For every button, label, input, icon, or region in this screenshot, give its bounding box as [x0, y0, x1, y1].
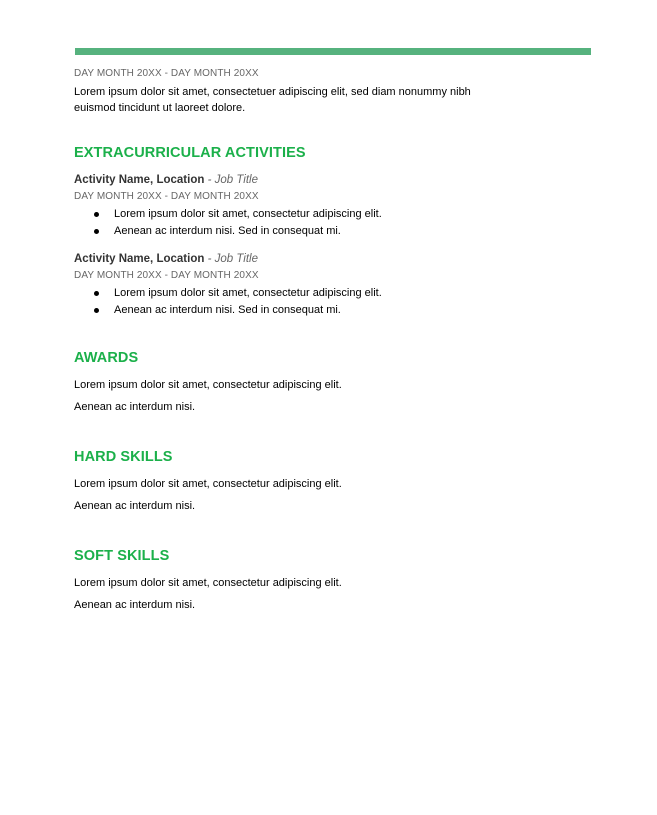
activity-bullet	[114, 223, 594, 240]
activity-bullet	[114, 302, 594, 319]
soft-skills-line: Lorem ipsum dolor sit amet, consectetur adipiscing elit.	[74, 577, 342, 589]
activity-entry	[74, 172, 594, 240]
intro-date-range: DAY MONTH 20XX - DAY MONTH 20XX	[74, 68, 259, 79]
activity-name: Activity Name, Location	[74, 174, 205, 186]
extracurricular-heading: EXTRACURRICULAR ACTIVITIES	[74, 145, 306, 161]
activity-separator: -	[204, 174, 215, 186]
activity-bullet-text: Aenean ac interdum nisi. Sed in consequat mi.	[114, 304, 341, 316]
bullet-dot-icon	[94, 291, 99, 296]
activity-bullet-text: Lorem ipsum dolor sit amet, consectetur adipiscing elit.	[114, 208, 382, 220]
bullet-dot-icon	[94, 212, 99, 217]
intro-entry	[74, 67, 594, 116]
activity-bullet-list	[74, 285, 594, 319]
hard-skills-heading: HARD SKILLS	[74, 449, 173, 465]
awards-heading: AWARDS	[74, 350, 139, 366]
activity-bullet-text: Aenean ac interdum nisi. Sed in consequat mi.	[114, 225, 341, 237]
activity-bullet-list	[74, 206, 594, 240]
activity-title	[74, 172, 594, 188]
soft-skills-body	[74, 572, 594, 616]
awards-body	[74, 374, 594, 418]
resume-content	[74, 67, 594, 616]
bullet-dot-icon	[94, 308, 99, 313]
activity-title	[74, 251, 594, 267]
activity-name: Activity Name, Location	[74, 253, 205, 265]
awards-line: Lorem ipsum dolor sit amet, consectetur adipiscing elit.	[74, 379, 342, 391]
soft-skills-heading: SOFT SKILLS	[74, 548, 170, 564]
activity-bullet-text: Lorem ipsum dolor sit amet, consectetur adipiscing elit.	[114, 287, 382, 299]
awards-line: Aenean ac interdum nisi.	[74, 401, 196, 413]
hard-skills-body	[74, 473, 594, 517]
activity-date-range: DAY MONTH 20XX - DAY MONTH 20XX	[74, 270, 259, 281]
bullet-dot-icon	[94, 229, 99, 234]
soft-skills-line: Aenean ac interdum nisi.	[74, 599, 196, 611]
activity-bullet	[114, 206, 594, 223]
activity-job-title: Job Title	[214, 174, 258, 186]
activity-entry	[74, 251, 594, 319]
intro-description: Lorem ipsum dolor sit amet, consectetuer adipiscing elit, sed diam nonummy nibh euismod tincidunt ut laoreet dolore.	[74, 86, 471, 114]
hard-skills-line: Aenean ac interdum nisi.	[74, 500, 196, 512]
activity-date-range: DAY MONTH 20XX - DAY MONTH 20XX	[74, 191, 259, 202]
activity-job-title: Job Title	[214, 253, 258, 265]
top-accent-rule	[75, 48, 591, 55]
activity-bullet	[114, 285, 594, 302]
activity-separator: -	[204, 253, 215, 265]
hard-skills-line: Lorem ipsum dolor sit amet, consectetur adipiscing elit.	[74, 478, 342, 490]
